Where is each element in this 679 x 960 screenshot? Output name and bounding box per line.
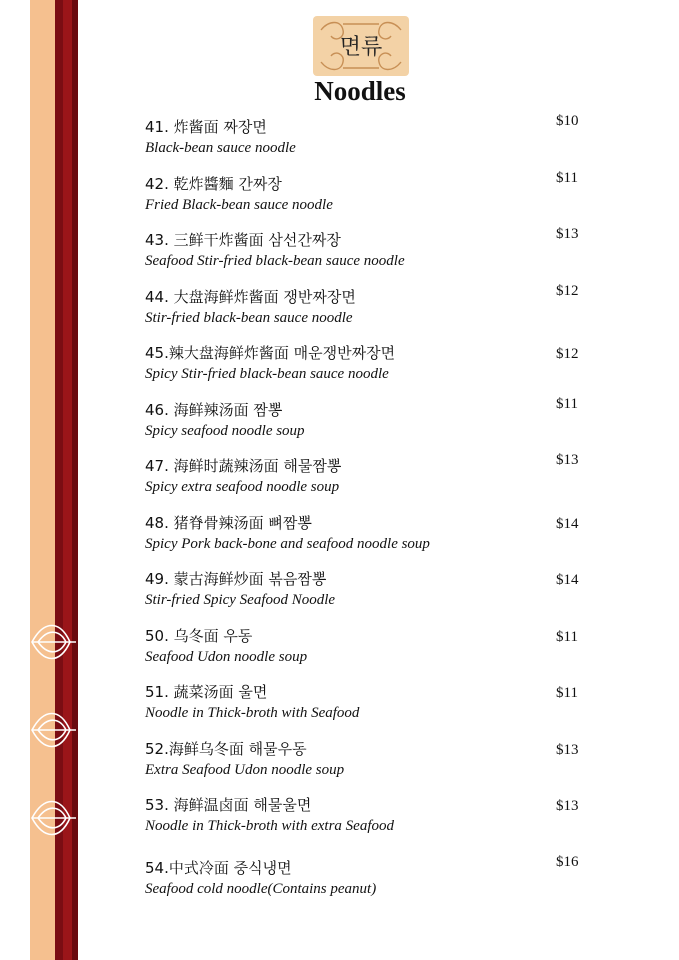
item-price: $11 — [556, 170, 578, 186]
side-ornaments — [30, 610, 80, 880]
item-description: Stir-fried Spicy Seafood Noodle — [145, 592, 336, 608]
item-name: 47. 海鲜时蔬辣汤面 해물짬뽕 — [145, 457, 342, 475]
page-edge — [0, 0, 30, 960]
leaf-ornament-icon — [30, 610, 78, 674]
menu-item — [145, 396, 585, 449]
item-description: Black-bean sauce noodle — [145, 140, 296, 156]
item-name: 46. 海鲜辣汤面 짬뽕 — [145, 401, 283, 419]
item-name: 50. 乌冬面 우동 — [145, 627, 253, 645]
item-price: $10 — [556, 113, 579, 129]
item-price: $11 — [556, 685, 578, 701]
item-name: 43. 三鲜干炸酱面 삼선간짜장 — [145, 231, 341, 249]
item-price: $13 — [556, 452, 579, 468]
item-name: 41. 炸酱面 짜장면 — [145, 118, 267, 136]
leaf-ornament-icon — [30, 698, 78, 762]
item-description: Spicy Stir-fried black-bean sauce noodle — [145, 366, 389, 382]
menu-item — [145, 738, 585, 788]
item-price: $11 — [556, 629, 578, 645]
item-price: $11 — [556, 396, 578, 412]
menu-item — [145, 113, 585, 166]
item-description: Seafood Stir-fried black-bean sauce noodle — [145, 253, 405, 269]
item-name: 44. 大盘海鲜炸酱面 쟁반짜장면 — [145, 288, 356, 306]
item-name: 51. 蔬菜汤面 울면 — [145, 683, 268, 701]
item-price: $13 — [556, 742, 579, 758]
menu-item — [145, 512, 585, 562]
menu-item — [145, 625, 585, 675]
item-price: $13 — [556, 798, 579, 814]
item-name: 54.中式冷面 중식냉면 — [145, 859, 292, 877]
item-description: Stir-fried black-bean sauce noodle — [145, 310, 353, 326]
item-price: $12 — [556, 283, 579, 299]
menu-item — [145, 568, 585, 618]
item-description: Spicy Pork back-bone and seafood noodle soup — [145, 536, 430, 552]
item-description: Extra Seafood Udon noodle soup — [145, 762, 345, 778]
menu-item — [145, 452, 585, 505]
item-name: 53. 海鲜温卤面 해물울면 — [145, 796, 312, 814]
leaf-ornament-icon — [30, 786, 78, 850]
menu-item — [145, 283, 585, 336]
item-description: Spicy seafood noodle soup — [145, 423, 305, 439]
page-title: Noodles — [314, 76, 406, 106]
menu-item — [145, 226, 585, 279]
item-name: 52.海鲜乌冬面 해물우동 — [145, 740, 307, 758]
item-name: 45.辣大盘海鲜炸酱面 매운쟁반짜장면 — [145, 344, 396, 362]
item-name: 42. 乾炸醬麵 간짜장 — [145, 175, 282, 193]
item-description: Seafood cold noodle(Contains peanut) — [145, 881, 377, 897]
menu-item — [145, 794, 585, 844]
item-price: $14 — [556, 516, 579, 532]
menu-item — [145, 681, 585, 731]
item-name: 48. 猪脊骨辣汤面 뼈짬뽕 — [145, 514, 312, 532]
item-name: 49. 蒙古海鲜炒面 볶음짬뽕 — [145, 570, 327, 588]
menu-item — [145, 854, 585, 907]
item-price: $12 — [556, 346, 579, 362]
menu-item — [145, 342, 585, 392]
item-description: Noodle in Thick-broth with extra Seafood — [145, 818, 395, 834]
item-description: Spicy extra seafood noodle soup — [145, 479, 340, 495]
item-price: $13 — [556, 226, 579, 242]
korean-title: 면류 — [339, 35, 383, 60]
item-description: Noodle in Thick-broth with Seafood — [145, 705, 360, 721]
item-price: $16 — [556, 854, 579, 870]
item-description: Seafood Udon noodle soup — [145, 649, 308, 665]
item-price: $14 — [556, 572, 579, 588]
item-description: Fried Black-bean sauce noodle — [145, 197, 333, 213]
menu-item — [145, 170, 585, 223]
